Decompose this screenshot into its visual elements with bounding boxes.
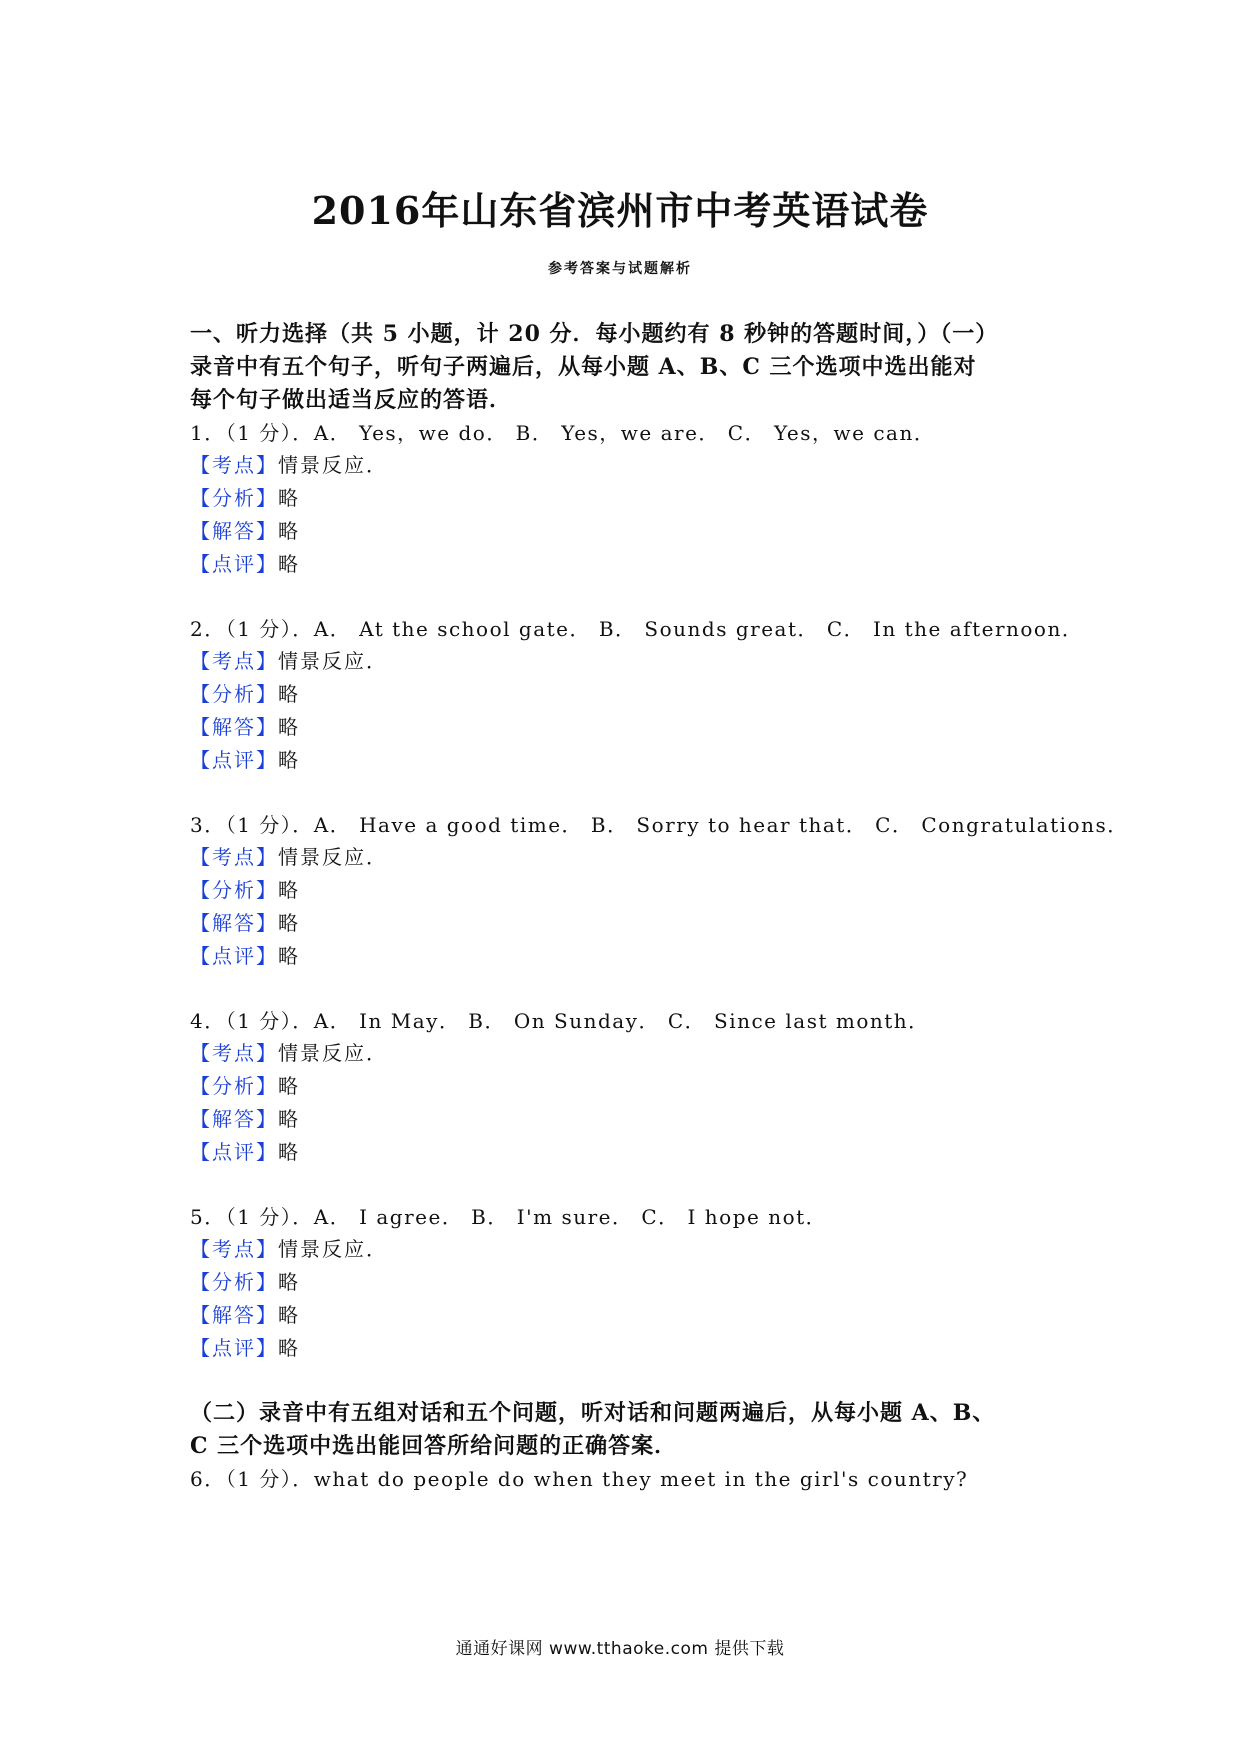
jieda-value: 略 [278, 519, 300, 543]
question-text: 4．（1 分）．A． In May． B． On Sunday． C． Since last month． [190, 1009, 930, 1033]
dianping-row [190, 940, 1070, 973]
question-text: 2．（1 分）．A． At the school gate． B． Sounds great． C． In the afternoon． [190, 617, 1084, 641]
kaodian-value: 情景反应． [278, 649, 388, 673]
kaodian-tag: 【考点】 [190, 1041, 278, 1065]
kaodian-value: 情景反应． [278, 1041, 388, 1065]
question-5 [190, 1201, 1070, 1365]
fenxi-row [190, 1266, 1070, 1299]
question-text: 3．（1 分）．A． Have a good time． B． Sorry to hear that． C． Congratulations． [190, 813, 1129, 837]
section2-heading [190, 1397, 1070, 1463]
jieda-row [190, 1299, 1070, 1332]
dianping-tag: 【点评】 [190, 1140, 278, 1164]
dianping-row [190, 1136, 1070, 1169]
kaodian-value: 情景反应． [278, 453, 388, 477]
section2-heading-line: （二）录音中有五组对话和五个问题，听对话和问题两遍后，从每小题 A、B、 [190, 1400, 996, 1426]
jieda-row [190, 1103, 1070, 1136]
dianping-value: 略 [278, 552, 300, 576]
dianping-tag: 【点评】 [190, 1336, 278, 1360]
fenxi-tag: 【分析】 [190, 878, 278, 902]
dianping-tag: 【点评】 [190, 748, 278, 772]
section2 [190, 1397, 1070, 1495]
fenxi-value: 略 [278, 486, 300, 510]
jieda-row [190, 711, 1070, 744]
document-body [190, 318, 1129, 1495]
dianping-value: 略 [278, 1140, 300, 1164]
fenxi-value: 略 [278, 1074, 300, 1098]
jieda-tag: 【解答】 [190, 911, 278, 935]
jieda-value: 略 [278, 715, 300, 739]
dianping-tag: 【点评】 [190, 944, 278, 968]
kaodian-row [190, 449, 1070, 482]
section2-heading-line: C 三个选项中选出能回答所给问题的正确答案． [190, 1433, 678, 1459]
dianping-tag: 【点评】 [190, 552, 278, 576]
question-1 [190, 417, 1070, 581]
dianping-row [190, 548, 1070, 581]
kaodian-tag: 【考点】 [190, 453, 278, 477]
kaodian-row [190, 645, 1070, 678]
dianping-value: 略 [278, 748, 300, 772]
jieda-tag: 【解答】 [190, 1303, 278, 1327]
kaodian-row [190, 1037, 1070, 1070]
fenxi-value: 略 [278, 878, 300, 902]
question-4 [190, 1005, 1070, 1169]
document-title: 2016年山东省滨州市中考英语试卷 [311, 188, 929, 233]
jieda-tag: 【解答】 [190, 715, 278, 739]
jieda-tag: 【解答】 [190, 1107, 278, 1131]
section1-heading-line: 一、听力选择（共 5 小题，计 20 分．每小题约有 8 秒钟的答题时间，）（一） [190, 321, 999, 347]
kaodian-value: 情景反应． [278, 845, 388, 869]
fenxi-value: 略 [278, 682, 300, 706]
kaodian-tag: 【考点】 [190, 1237, 278, 1261]
question-2 [190, 613, 1084, 777]
fenxi-tag: 【分析】 [190, 1074, 278, 1098]
question-3 [190, 809, 1129, 973]
jieda-value: 略 [278, 1107, 300, 1131]
fenxi-row [190, 874, 1070, 907]
dianping-value: 略 [278, 1336, 300, 1360]
question-text: 1．（1 分）．A． Yes，we do． B． Yes，we are． C． Yes，we can． [190, 421, 936, 445]
jieda-value: 略 [278, 1303, 300, 1327]
document-subtitle: 参考答案与试题解析 [548, 261, 692, 277]
fenxi-tag: 【分析】 [190, 1270, 278, 1294]
kaodian-row [190, 1233, 1070, 1266]
kaodian-row [190, 841, 1070, 874]
section1-heading-line: 录音中有五个句子，听句子两遍后，从每小题 A、B、C 三个选项中选出能对 [190, 354, 977, 380]
jieda-tag: 【解答】 [190, 519, 278, 543]
fenxi-row [190, 678, 1070, 711]
section1-heading-line: 每个句子做出适当反应的答语． [190, 387, 513, 413]
jieda-value: 略 [278, 911, 300, 935]
fenxi-row [190, 482, 1070, 515]
fenxi-value: 略 [278, 1270, 300, 1294]
question-text: 5．（1 分）．A． I agree． B． I'm sure． C． I hope not． [190, 1205, 828, 1229]
dianping-row [190, 744, 1070, 777]
jieda-row [190, 907, 1070, 940]
jieda-row [190, 515, 1070, 548]
page-footer: 通通好课网 www.tthaoke.com 提供下载 [455, 1639, 785, 1659]
fenxi-tag: 【分析】 [190, 682, 278, 706]
fenxi-tag: 【分析】 [190, 486, 278, 510]
section1-heading [190, 318, 1070, 417]
question-6-text: 6．（1 分）．what do people do when they meet in the girl's country? [190, 1467, 969, 1491]
kaodian-tag: 【考点】 [190, 845, 278, 869]
kaodian-tag: 【考点】 [190, 649, 278, 673]
dianping-value: 略 [278, 944, 300, 968]
kaodian-value: 情景反应． [278, 1237, 388, 1261]
fenxi-row [190, 1070, 1070, 1103]
dianping-row [190, 1332, 1070, 1365]
